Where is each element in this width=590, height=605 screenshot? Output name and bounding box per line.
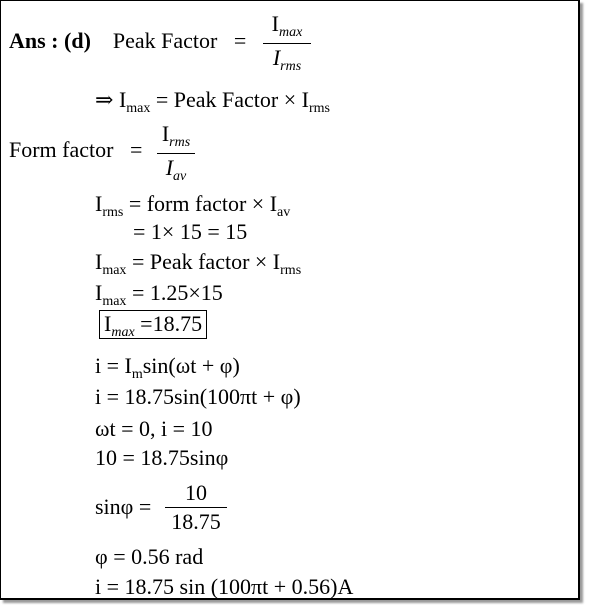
imax-result bbox=[99, 313, 207, 340]
irms-equation: $I_{rms}$ = form factor × $I_{av}$ bbox=[95, 191, 291, 220]
equals-sign: = bbox=[129, 137, 143, 162]
current-general-equation: $i = I_m\sin(\omega t + \varphi)$ bbox=[95, 353, 240, 382]
imax-derivation-line: ⇒ $I_{max}$ = Peak Factor × $I_{rms}$ bbox=[95, 87, 330, 116]
form-factor-fraction bbox=[157, 123, 195, 184]
sin-phi-fraction bbox=[165, 482, 227, 533]
final-current-equation: i = 18.75 sin (100πt + 0.56)A bbox=[95, 574, 354, 599]
implies-arrow: ⇒ bbox=[95, 87, 114, 112]
fraction-denominator: 18.75 bbox=[171, 509, 221, 534]
equals-sign: = bbox=[233, 28, 247, 53]
imax-equation: $I_{max}$ = Peak factor × $I_{rms}$ bbox=[95, 249, 302, 278]
imax-substitution: $I_{max} = 1.25\times 15$ bbox=[95, 280, 223, 309]
fraction-numerator: $I_{rms}$ bbox=[161, 121, 191, 150]
fraction-denominator: $I_{av}$ bbox=[165, 155, 187, 184]
fraction-numerator: 10 bbox=[185, 480, 207, 505]
sin-phi-line: sinφ = bbox=[95, 494, 152, 519]
answer-label: Ans : (d) bbox=[9, 28, 91, 53]
peak-factor-fraction bbox=[263, 13, 311, 74]
fraction-numerator: $I_{max}$ bbox=[271, 11, 303, 40]
current-equation: i = 18.75sin(100πt + φ) bbox=[95, 384, 301, 409]
phase-equation: 10 = 18.75sinφ bbox=[95, 445, 229, 470]
form-factor-label: Form factor bbox=[9, 137, 114, 162]
boxed-result: $I_{max} =18.75$ bbox=[99, 310, 207, 339]
form-factor-line bbox=[9, 139, 142, 161]
phase-result: φ = 0.56 rad bbox=[95, 544, 204, 569]
peak-factor-label: Peak Factor bbox=[112, 28, 218, 53]
fraction-denominator: $I_{rms}$ bbox=[272, 45, 302, 74]
initial-condition: ωt = 0, i = 10 bbox=[95, 416, 213, 441]
answer-line bbox=[9, 30, 246, 52]
irms-value: = 1× 15 = 15 bbox=[133, 219, 248, 244]
